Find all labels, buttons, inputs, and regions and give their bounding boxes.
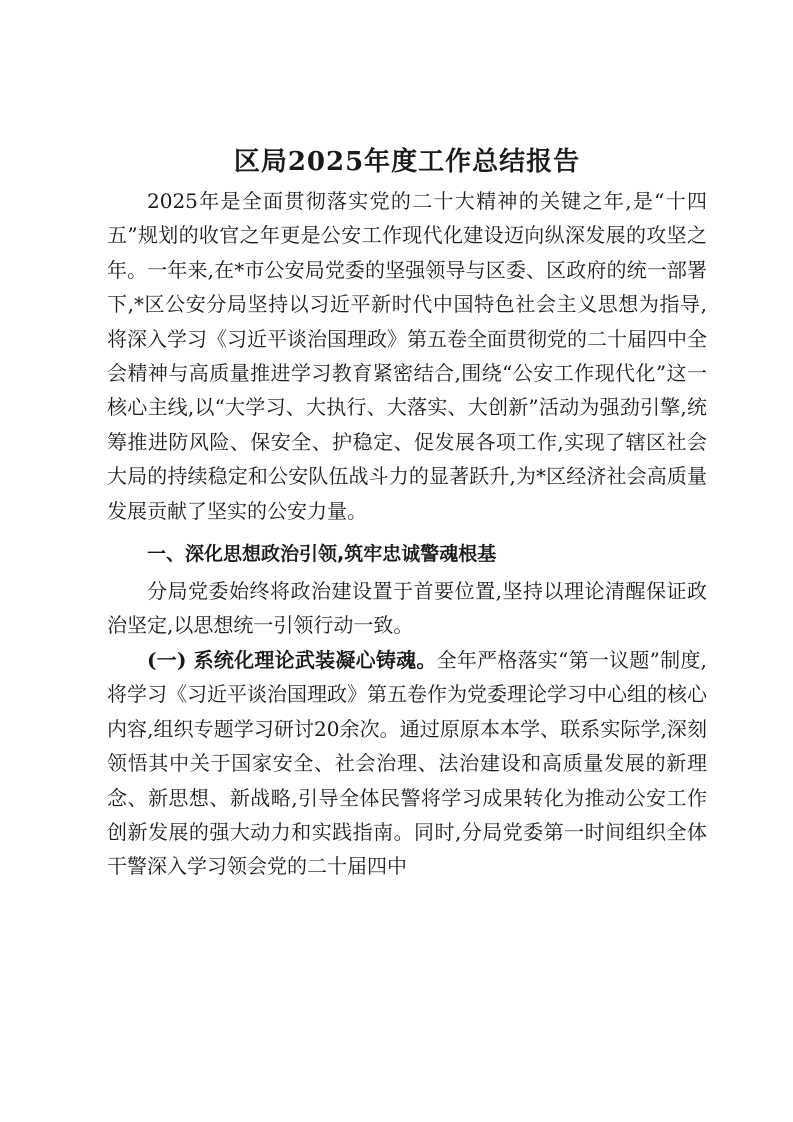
section-intro-paragraph: 分局党委始终将政治建设置于首要位置,坚持以理论清醒保证政治坚定,以思想统一引领行动一致。 (107, 579, 707, 638)
subsection-text: 全年严格落实“第一议题”制度,将学习《习近平谈治国理政》第五卷作为党委理论学习中心组的核心内容,组织专题学习研讨20余次。通过原原本本学、联系实际学,深刻领悟其中关于国家安全、社会治理、法治建设和高质量发展的新理念、新思想、新战略,引导全体民警将学习成果转化为推动公安工作创新发展的强大动力和实践指南。同时,分局党委第一时间组织全体干警深入学习领会党的二十届四中 (107, 647, 708, 879)
intro-paragraph: 2025年是全面贯彻落实党的二十大精神的关键之年,是“十四五”规划的收官之年更是公安工作现代化建设迈向纵深发展的攻坚之年。一年来,在*市公安局党委的坚强领导与区委、区政府的统一部署下,*区公安分局坚持以习近平新时代中国特色社会主义思想为指导,将深入学习《习近平谈治国理政》第五卷全面贯彻党的二十届四中全会精神与高质量推进学习教育紧密结合,围绕“公安工作现代化”这一核心主线,以“大学习、大执行、大落实、大创新”活动为强劲引擎,统筹推进防风险、保安全、护稳定、促发展各项工作,实现了辖区社会大局的持续稳定和公安队伍战斗力的显著跃升,为*区经济社会高质量发展贡献了坚实的公安力量。 (107, 189, 707, 523)
document-page (107, 140, 707, 884)
subsection-label: (一) 系统化理论武装凝心铸魂。 (147, 647, 437, 672)
subsection-paragraph (107, 643, 707, 884)
section-heading: 一、深化思想政治引领,筑牢忠诚警魂根基 (147, 543, 497, 566)
document-title: 区局2025年度工作总结报告 (233, 147, 581, 177)
